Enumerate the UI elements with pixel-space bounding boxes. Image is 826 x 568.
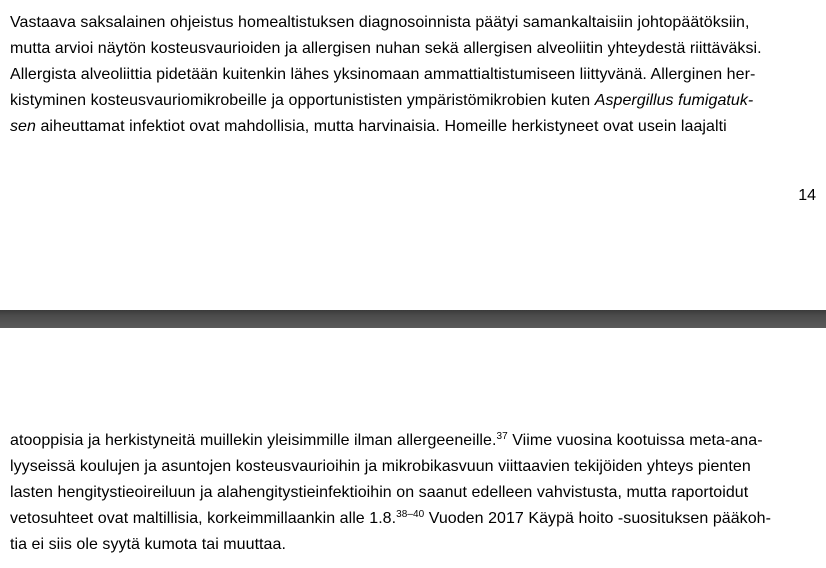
line-text: Viime vuosina kootuissa meta-ana-	[507, 432, 763, 449]
paragraph-line	[10, 88, 753, 114]
paragraph-line: lyyseissä koulujen ja asuntojen kosteusvaurioihin ja mikrobikasvuun viittaavien tekijöiden yhteys pienten	[10, 458, 751, 475]
species-name: Aspergillus fumigatuk-	[594, 92, 754, 109]
line-text: vetosuhteet ovat maltillisia, korkeimmillaankin alle 1.8.	[10, 510, 397, 527]
citation-ref: 38–40	[396, 509, 425, 520]
species-name-end: sen	[10, 118, 36, 135]
paragraph-line: lasten hengitystieoireiluun ja alahengitystieinfektioihin on saanut edelleen vahvistusta, mutta raportoidut	[10, 484, 749, 501]
page-separator	[0, 310, 826, 328]
paragraph-line: mutta arvioi näytön kosteusvaurioiden ja allergisen nuhan sekä allergisen alveoliitin yhteydestä riittäväksi.	[10, 40, 762, 57]
document-page-bottom	[0, 328, 826, 568]
paragraph-line: tia ei siis ole syytä kumota tai muuttaa.	[10, 536, 286, 553]
paragraph-line	[10, 506, 771, 532]
citation-ref: 37	[496, 431, 508, 442]
paragraph-line: Vastaava saksalainen ohjeistus homealtistuksen diagnosoinnista päätyi samankaltaisiin johtopäätöksiin,	[10, 14, 750, 31]
paragraph-line	[10, 114, 727, 140]
line-text: atooppisia ja herkistyneitä muillekin yleisimmille ilman allergeeneille.	[10, 432, 497, 449]
paragraph-line	[10, 428, 763, 454]
page-number: 14	[798, 187, 816, 204]
line-text: kistyminen kosteusvauriomikrobeille ja opportunististen ympäristömikrobien kuten	[10, 92, 595, 109]
line-text: aiheuttamat infektiot ovat mahdollisia, mutta harvinaisia. Homeille herkistyneet ovat usein laajalti	[35, 118, 727, 135]
line-text: Vuoden 2017 Käypä hoito -suosituksen pääkoh-	[424, 510, 771, 527]
paragraph-line: Allergista alveoliittia pidetään kuitenkin lähes yksinomaan ammattialtistumiseen liittyvänä. Allerginen her-	[10, 66, 756, 83]
